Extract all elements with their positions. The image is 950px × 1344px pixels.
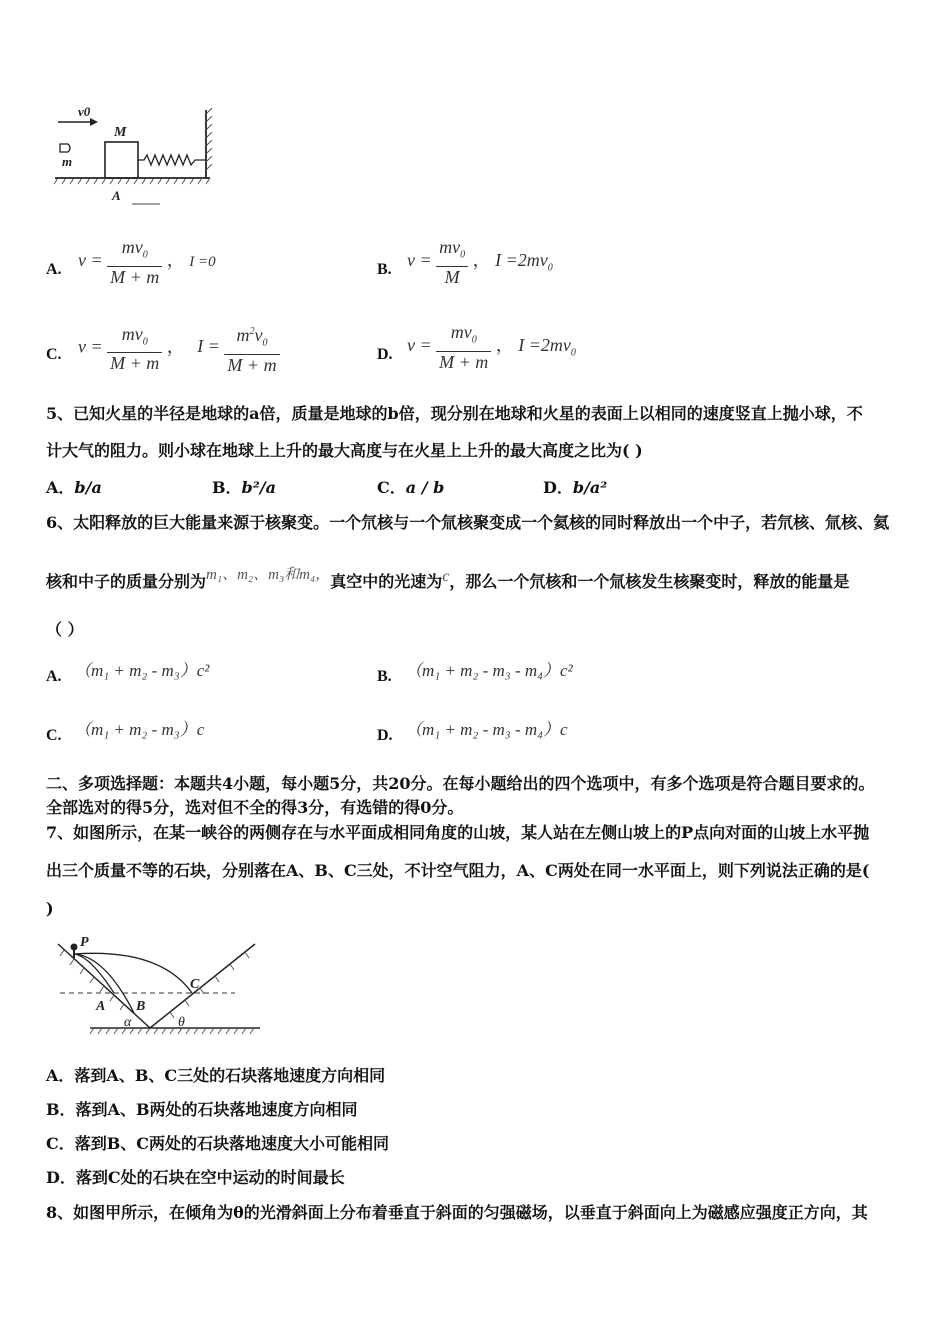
section-2-heading: 二、多项选择题：本题共4小题，每小题5分，共20分。在每小题给出的四个选项中，有多个选项是符合题目要求的。 [46, 774, 875, 793]
denominator: M [444, 266, 460, 287]
v-lhs: v = [407, 249, 432, 270]
option-text: a / b [405, 478, 445, 497]
section-2-scoring: 全部选对的得5分，选对但不全的得3分，有选错的得0分。 [46, 798, 464, 817]
option-label: B． [46, 1100, 76, 1119]
option-expr: （m₁ + m₂ - m₃ - m₄）c [405, 720, 568, 739]
q7-option-d[interactable] [46, 1168, 345, 1188]
A-label: A [96, 999, 106, 1014]
denominator: M + m [227, 354, 277, 375]
option-label: B. [377, 261, 392, 278]
m-label: m [62, 154, 73, 169]
block-spring-figure [50, 100, 230, 212]
option-text: 落到B、C两处的石块落地速度大小可能相同 [74, 1134, 390, 1153]
q6-line-2 [46, 567, 850, 593]
option-text: 落到C处的石块在空中运动的时间最长 [75, 1168, 345, 1187]
option-expr: （m₁ + m₂ - m₃ - m₄）c² [405, 661, 573, 680]
q6-answer-blank: （ ） [46, 620, 84, 639]
numerator: mv [121, 237, 143, 257]
fraction: $\frac{mv_0}{M}$ [436, 237, 468, 287]
option-label: D. [377, 727, 393, 744]
option-text: b/a [74, 478, 102, 497]
numerator: mv [121, 323, 143, 344]
q7-option-c[interactable] [46, 1134, 389, 1154]
option-text: 落到A、B、C三处的石块落地速度方向相同 [74, 1066, 386, 1085]
q6-line-2-post: ，那么一个氘核和一个氚核发生核聚变时，释放的能量是 [449, 572, 850, 591]
denominator: M + m [110, 266, 160, 287]
option-text: b/a² [572, 478, 608, 497]
impulse-expr: I =0 [189, 253, 216, 270]
option-text: b²/a [241, 478, 276, 497]
q5-line-2: 计大气的阻力。则小球在地球上上升的最大高度与在火星上上升的最大高度之比为( ) [46, 441, 643, 460]
numerator: m [236, 325, 250, 345]
v-lhs: v = [78, 336, 103, 357]
option-label: C. [46, 346, 62, 363]
q6-line-2-mid: 真空中的光速为 [330, 572, 443, 591]
option-label: D． [46, 1168, 76, 1187]
option-label: C． [46, 1134, 75, 1153]
q7-line-3: ) [46, 899, 54, 918]
q5-option-a[interactable] [46, 478, 102, 498]
theta-label: θ [178, 1015, 185, 1030]
option-expr: （m₁ + m₂ - m₃）c² [74, 661, 210, 680]
v0-label: v0 [78, 104, 91, 119]
q7-option-a[interactable] [46, 1066, 385, 1086]
impulse-lhs: I = [197, 336, 220, 357]
option-label: C. [46, 727, 62, 744]
v-lhs: v = [78, 249, 103, 270]
impulse-expr: I =2mv [518, 334, 571, 355]
B-label: B [136, 999, 146, 1014]
q6-line-1: 6、太阳释放的巨大能量来源于核聚变。一个氘核与一个氚核聚变成一个氦核的同时释放出一个中子，若氘核、氚核、氦 [46, 513, 890, 532]
v-lhs: v = [407, 334, 432, 355]
numerator: mv [439, 237, 461, 257]
alpha-label: α [124, 1015, 132, 1030]
q7-line-1: 7、如图所示，在某一峡谷的两侧存在与水平面成相同角度的山坡，某人站在左侧山坡上的P点向对面的山坡上水平抛 [46, 823, 870, 842]
fraction: $\frac{mv_0}{M + m}$ [107, 324, 162, 374]
q5-option-c[interactable] [377, 478, 444, 498]
fraction: $\frac{mv_0}{M + m}$ [436, 322, 491, 372]
q5-option-d[interactable] [543, 478, 607, 498]
option-label: A. [46, 261, 62, 278]
option-label: D. [377, 346, 393, 363]
fraction: $\frac{mv_0}{M + m}$ [107, 237, 162, 287]
option-label: D． [543, 478, 573, 497]
canyon-projectile-figure [50, 930, 270, 1040]
q6-line-2-pre: 核和中子的质量分别为 [46, 572, 207, 591]
impulse-fraction: $\frac{m^2v_0}{M + m}$ [224, 322, 279, 375]
C-label: C [190, 977, 200, 992]
q8-line-1: 8、如图甲所示，在倾角为θ的光滑斜面上分布着垂直于斜面的匀强磁场，以垂直于斜面向上为磁感应强度正方向，其 [46, 1203, 868, 1222]
q5-option-b[interactable] [212, 478, 276, 498]
option-label: A． [46, 478, 75, 497]
M-label: M [114, 125, 127, 140]
mass-symbols: m₁、m₂、m₃和m₄， [206, 567, 331, 583]
denominator: M + m [110, 353, 160, 374]
A-label: A [112, 188, 121, 203]
option-label: A. [46, 668, 62, 685]
light-speed-symbol: c [442, 568, 450, 585]
P-label: P [80, 935, 89, 950]
numerator: mv [450, 322, 472, 342]
option-text: 落到A、B两处的石块落地速度方向相同 [75, 1100, 358, 1119]
q7-line-2: 出三个质量不等的石块，分别落在A、B、C三处，不计空气阻力，A、C两处在同一水平面上，则下列说法正确的是( [46, 861, 870, 880]
option-label: C． [377, 478, 406, 497]
q5-line-1: 5、已知火星的半径是地球的a倍，质量是地球的b倍，现分别在地球和火星的表面上以相同的速度竖直上抛小球，不 [46, 404, 863, 423]
option-label: B． [212, 478, 242, 497]
impulse-expr: I =2mv [495, 249, 548, 270]
denominator: M + m [439, 351, 489, 372]
option-label: A． [46, 1066, 75, 1085]
option-expr: （m₁ + m₂ - m₃）c [74, 720, 205, 739]
option-label: B. [377, 668, 392, 685]
q7-option-b[interactable] [46, 1100, 357, 1120]
